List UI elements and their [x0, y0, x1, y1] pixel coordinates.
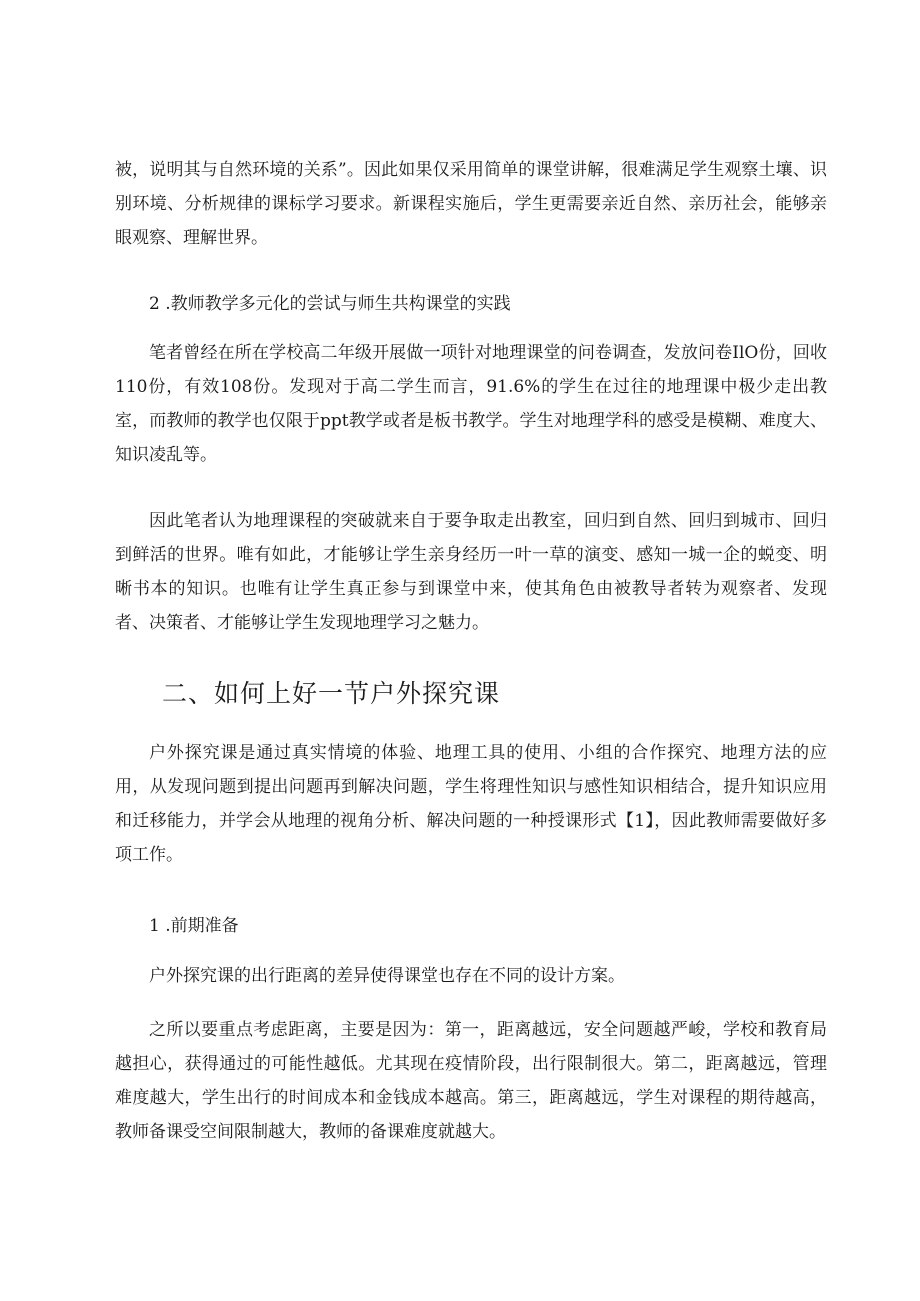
- paragraph-leave-classroom: 因此笔者认为地理课程的突破就来自于要争取走出教室，回归到自然、回归到城市、回归到鲜活的世界。唯有如此，才能够让学生亲身经历一叶一草的演变、感知一城一企的蜕变、明晰书本的知识。也唯有让学生真正参与到课堂中来，使其角色由被教导者转为观察者、发现者、决策者、才能够让学生发现地理学习之魅力。: [115, 511, 827, 633]
- subheading-preparation: 1 .前期准备: [149, 916, 239, 936]
- subheading-teaching-diversification: 2 .教师教学多元化的尝试与师生共构课堂的实践: [149, 294, 511, 314]
- paragraph-soil-observation: 被，说明其与自然环境的关系”。因此如果仅采用简单的课堂讲解，很难满足学生观察土壤、识别环境、分析规律的课标学习要求。新课程实施后，学生更需要亲近自然、亲历社会，能够亲眼观察、理解世界。: [115, 160, 827, 248]
- paragraph-outdoor-class-definition: 户外探究课是通过真实情境的体验、地理工具的使用、小组的合作探究、地理方法的应用，从发现问题到提出问题再到解决问题，学生将理性知识与感性知识相结合，提升知识应用和迁移能力，并学会从地理的视角分析、解决问题的一种授课形式【1】，因此教师需要做好多项工作。: [115, 743, 827, 865]
- section-title-outdoor-inquiry: 二、如何上好一节户外探究课: [162, 679, 501, 708]
- paragraph-questionnaire-survey: 笔者曾经在所在学校高二年级开展做一项针对地理课堂的问卷调查，发放问卷IlO份，回收110份，有效108份。发现对于高二学生而言，91.6%的学生在过往的地理课中极少走出教室，而教师的教学也仅限于ppt教学或者是板书教学。学生对地理学科的感受是模糊、难度大、知识凌乱等。: [115, 343, 827, 465]
- paragraph-travel-distance: 户外探究课的出行距离的差异使得课堂也存在不同的设计方案。: [149, 966, 625, 986]
- paragraph-distance-reasons: 之所以要重点考虑距离，主要是因为：第一，距离越远，安全问题越严峻，学校和教育局越担心，获得通过的可能性越低。尤其现在疫情阶段，出行限制很大。第二，距离越远，管理难度越大，学生出行的时间成本和金钱成本越高。第三，距离越远，学生对课程的期待越高，教师备课受空间限制越大，教师的备课难度就越大。: [115, 1020, 827, 1142]
